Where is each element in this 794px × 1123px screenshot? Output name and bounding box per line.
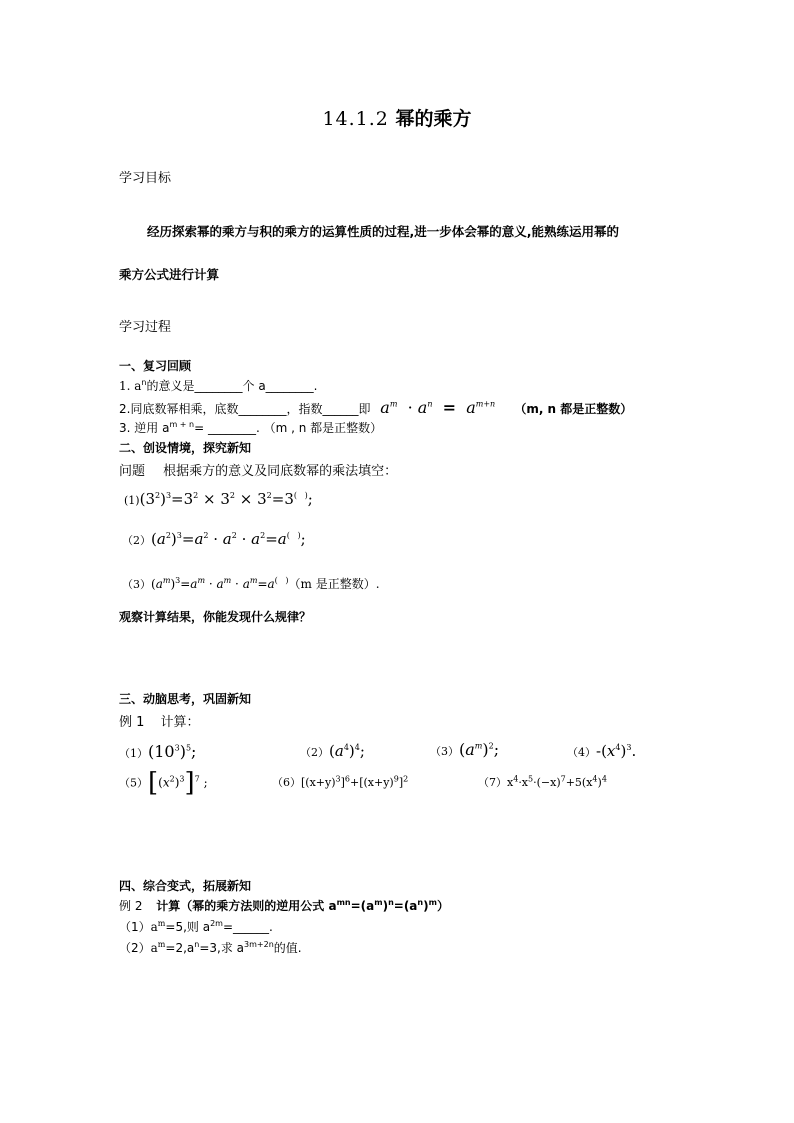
example-2-item-1: $(1)a^m=5$,则 $a^{2m}=\_\_\_\_\_\_$. [119, 919, 273, 934]
example-1-item-5: $(5)[(x^2)^3]^7$ ; [119, 768, 208, 798]
title-number: 14.1.2 [322, 108, 389, 130]
example-1-item-4: $(4)-(x^4)^3$. [567, 742, 637, 760]
review-question-3: 3. 逆用 $a^{m + n}=$ ________. （m , n 都是正整数） [119, 420, 383, 435]
page-title [0, 104, 794, 131]
objective-line-2: 乘方公式进行计算 [119, 267, 220, 282]
explore-observe: 观察计算结果，你能发现什么规律？ [119, 610, 312, 624]
example-2-item-2: $(2)a^m=2,a^n=3$,求 $a^{3m+2n}$的值. [119, 940, 302, 955]
example-1-item-7: $(7)x^4\cdot x^5\cdot(-x)^7+5(x^4)^4$ [478, 774, 607, 789]
explore-item-1: $(1)(3^2)^3=3^2 \times 3^2 \times 3^2=3^{( )}$; [124, 490, 313, 508]
explore-item-2: $(2)(a^2)^3=a^2 \cdot a^2 \cdot a^2=a^{( )}$; [122, 530, 306, 548]
explore-problem: 问题 根据乘方的意义及同底数幂的乘法填空： [119, 464, 398, 479]
explore-heading: 二、创设情境，探究新知 [119, 441, 252, 455]
title-text: 幂的乘方 [395, 108, 472, 130]
objective-line-1: 经历探索幂的乘方与积的乘方的运算性质的过程,进一步体会幂的意义,能熟练运用幂的 [147, 224, 619, 239]
example-1-item-1: $(1)(10^3)^5$; [119, 742, 197, 761]
example-1: 例 1 计算： [119, 715, 200, 730]
process-heading: 学习过程 [119, 320, 172, 335]
explore-item-3: $(3)(a^m)^3=a^m \cdot a^m \cdot a^m=a^{( )}(m$ 是正整数）. [122, 576, 380, 591]
extend-heading: 四、综合变式，拓展新知 [119, 879, 252, 893]
review-heading: 一、复习回顾 [119, 359, 192, 373]
example-2: 例 2 计算（幂的乘方法则的逆用公式 $a^{mn}=(a^m)^n=(a^n)^m$） [119, 898, 449, 913]
review-question-2: 2.同底数幂相乘，底数________，指数______即 $a^m \cdot a^n = a^{m+n}$ （m, n 都是正整数） [119, 398, 633, 417]
think-heading: 三、动脑思考，巩固新知 [119, 692, 252, 706]
same-base-formula: $a^m \cdot a^n = a^{m+n}$ [380, 398, 496, 417]
example-1-item-6: $(6)[(x+y)^3]^6+[(x+y)^9]^2$ [272, 774, 409, 789]
example-1-item-2: $(2)(a^4)^4$; [300, 742, 365, 760]
objective-heading: 学习目标 [119, 171, 172, 186]
review-question-1: 1. $a^n$的意义是________个 a________. [119, 378, 318, 393]
example-1-item-3: $(3)(a^m)^2$; [430, 740, 500, 759]
